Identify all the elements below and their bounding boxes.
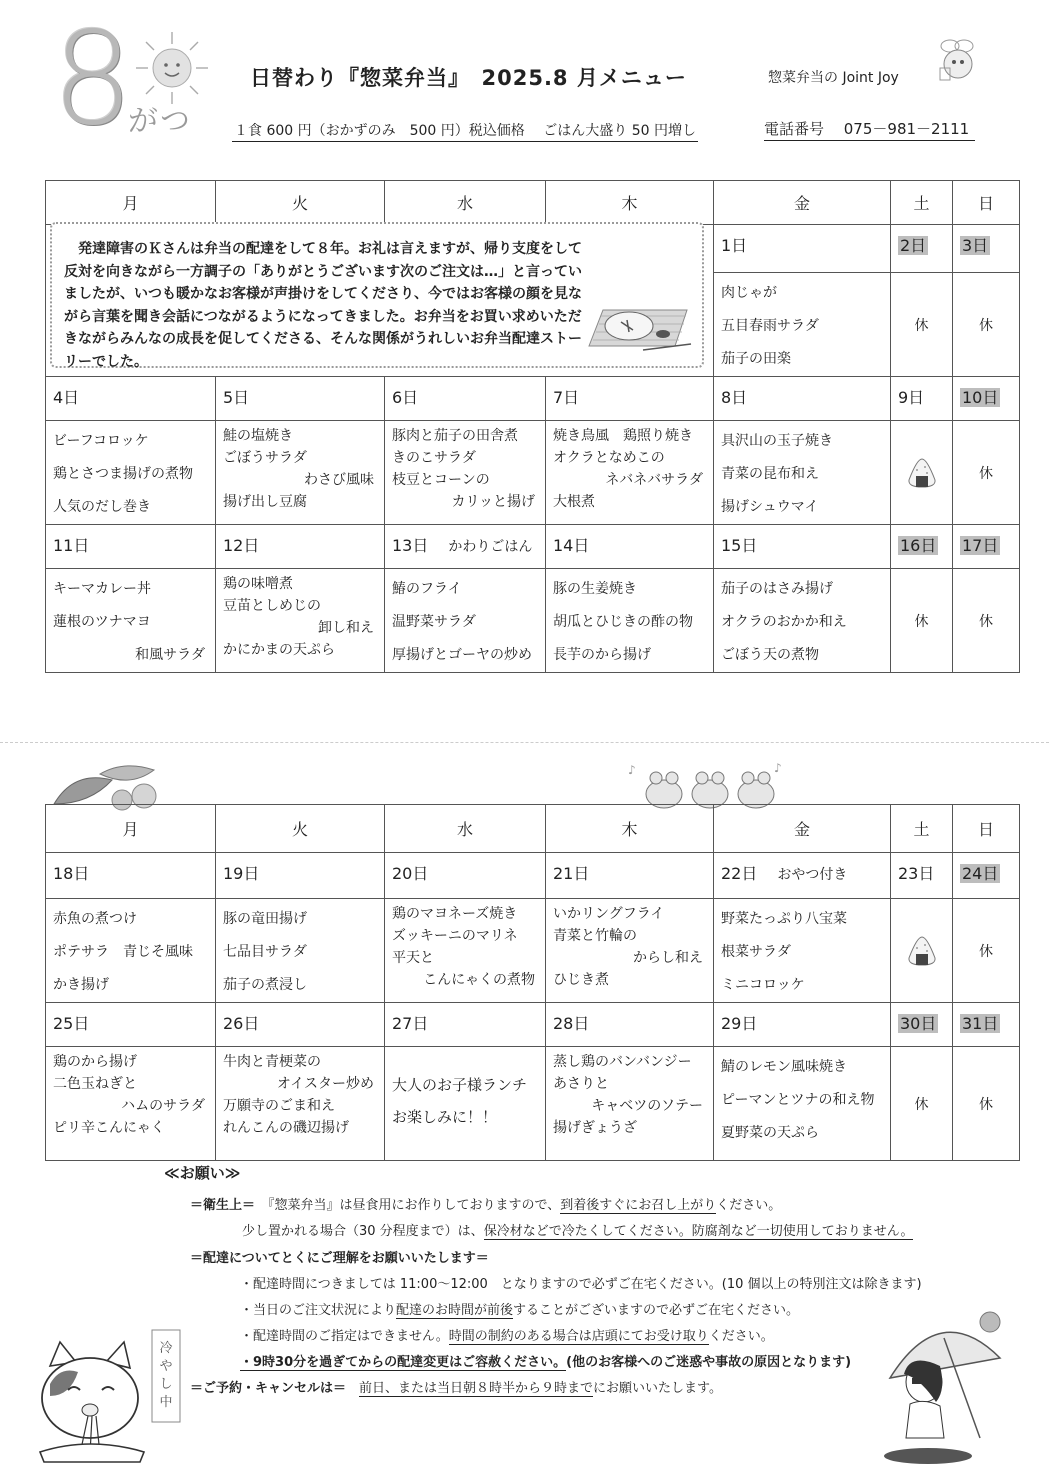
- dish-cell: いかリングフライ 青菜と竹輪の からし和え ひじき煮: [546, 899, 714, 1003]
- dish-cell: 肉じゃが 五目春雨サラダ 茄子の田楽: [714, 273, 891, 377]
- date-cell: [953, 225, 1020, 273]
- date-label: 26日: [223, 1014, 260, 1033]
- closed-label: 休: [891, 273, 953, 377]
- date-label: 16日: [900, 536, 937, 555]
- weekday-sat: 土: [891, 805, 953, 853]
- menu-calendar-bottom: [45, 804, 1020, 1161]
- date-label: 4日: [53, 388, 80, 407]
- weekday-mon: 月: [46, 181, 216, 225]
- date-label: 11日: [53, 536, 90, 555]
- weekday-mon: 月: [46, 805, 216, 853]
- dish-cell: 鶏のマヨネーズ焼き ズッキーニのマリネ 平天と こんにゃくの煮物: [385, 899, 546, 1003]
- date-label: 29日: [721, 1014, 758, 1033]
- weekday-sat: 土: [891, 181, 953, 225]
- dish-cell: 鶏の味噌煮 豆苗としめじの 卸し和え かにかまの天ぷら: [216, 569, 385, 673]
- delivery-heading: ＝配達についてとくにご理解をお願いいたします＝: [190, 1251, 489, 1266]
- dish-cell: 豚の竜田揚げ 七品目サラダ 茄子の煮浸し: [216, 899, 385, 1003]
- date-label: 9日: [898, 388, 925, 407]
- svg-text:中: 中: [159, 1395, 173, 1410]
- date-label: 8日: [721, 388, 748, 407]
- delivery-line-4: ・9時30分を過ぎてからの配達変更はご容赦ください。(他のお客様へのご迷惑や事故の原因となります): [240, 1355, 852, 1370]
- bento-illustration: [583, 300, 693, 358]
- month-kana: がつ: [128, 104, 192, 139]
- date-label: 3日: [962, 236, 989, 255]
- date-label: 13日: [392, 536, 429, 555]
- dish-cell: 豚肉と茄子の田舎煮 きのこサラダ 枝豆とコーンの カリッと揚げ: [385, 421, 546, 525]
- requests-title: ≪お願い≫: [164, 1164, 241, 1182]
- date-label: 7日: [553, 388, 580, 407]
- price-info: １食 600 円（おかずのみ 500 円）税込価格 ごはん大盛り 50 円増し: [232, 120, 698, 142]
- date-label: 31日: [962, 1014, 999, 1033]
- delivery-line-1: ・配達時間につきましては 11:00～12:00 となりますので必ずご在宅ください。(10 個以上の特別注文は除きます): [240, 1277, 922, 1292]
- page-title: 日替わり『惣菜弁当』 2025.8 月メニュー: [250, 66, 687, 90]
- date-label: 23日: [898, 864, 935, 883]
- svg-text:し: し: [159, 1377, 173, 1392]
- weekday-thu: 木: [546, 805, 714, 853]
- date-label: 28日: [553, 1014, 590, 1033]
- special-note: おやつ付き: [777, 867, 848, 883]
- svg-text:や: や: [159, 1359, 173, 1374]
- date-label: 27日: [392, 1014, 429, 1033]
- dish-cell: 鮭の塩焼き ごぼうサラダ わさび風味 揚げ出し豆腐: [216, 421, 385, 525]
- sun-icon: [134, 30, 210, 106]
- umbrella-woman-illustration: [880, 1308, 1030, 1468]
- date-label: 18日: [53, 864, 90, 883]
- weekday-sun: 日: [953, 181, 1020, 225]
- weekday-fri: 金: [714, 805, 891, 853]
- date-label: 21日: [553, 864, 590, 883]
- phone-number: 電話番号 075－981－2111: [764, 118, 975, 141]
- date-label: 2日: [900, 236, 927, 255]
- weekday-tue: 火: [216, 181, 385, 225]
- dish-cell: 茄子のはさみ揚げ オクラのおかか和え ごぼう天の煮物: [714, 569, 891, 673]
- onigiri-cell: [891, 899, 953, 1003]
- closed-label: 休: [953, 569, 1020, 673]
- date-cell: [891, 225, 953, 273]
- onigiri-icon: [905, 456, 939, 490]
- date-label: 1日: [721, 236, 748, 255]
- delivery-line-2: ・当日のご注文状況により配達のお時間が前後することがございますので必ずご在宅ください。: [240, 1303, 800, 1318]
- date-cell: [714, 225, 891, 273]
- date-label: 25日: [53, 1014, 90, 1033]
- date-label: 24日: [962, 864, 999, 883]
- date-label: 10日: [962, 388, 999, 407]
- dish-cell: 鰆のフライ 温野菜サラダ 厚揚げとゴーヤの炒め: [385, 569, 546, 673]
- dish-cell: 鶏のから揚げ 二色玉ねぎと ハムのサラダ ピリ辛こんにゃく: [46, 1047, 216, 1161]
- bee-icon: [928, 34, 980, 82]
- date-label: 5日: [223, 388, 250, 407]
- closed-label: 休: [891, 1047, 953, 1161]
- dish-cell: 野菜たっぷり八宝菜 根菜サラダ ミニコロッケ: [714, 899, 891, 1003]
- date-label: 20日: [392, 864, 429, 883]
- date-label: 17日: [962, 536, 999, 555]
- dish-cell: 焼き鳥風 鶏照り焼き オクラとなめこの ネバネバサラダ 大根煮: [546, 421, 714, 525]
- dish-cell: 鯖のレモン風味焼き ピーマンとツナの和え物 夏野菜の天ぷら: [714, 1047, 891, 1161]
- date-label: 22日: [721, 864, 758, 883]
- dish-cell: キーマカレー丼 蓮根のツナマヨ 和風サラダ: [46, 569, 216, 673]
- shop-name: 惣菜弁当の Joint Joy: [768, 70, 899, 86]
- dish-cell: ビーフコロッケ 鶏とさつま揚げの煮物 人気のだし巻き: [46, 421, 216, 525]
- date-label: 14日: [553, 536, 590, 555]
- onigiri-icon: [905, 934, 939, 968]
- dish-cell: 牛肉と青梗菜の オイスター炒め 万願寺のごま和え れんこんの磯辺揚げ: [216, 1047, 385, 1161]
- svg-text:♪: ♪: [774, 761, 782, 775]
- closed-label: 休: [953, 899, 1020, 1003]
- hygiene-line-1: ＝衛生上＝ 『惣菜弁当』は昼食用にお作りしておりますので、到着後すぐにお召し上がりください。: [190, 1198, 782, 1213]
- date-label: 15日: [721, 536, 758, 555]
- weekday-wed: 水: [385, 181, 546, 225]
- dish-cell: 蒸し鶏のバンバンジー あさりと キャベツのソテー 揚げぎょうざ: [546, 1047, 714, 1161]
- closed-label: 休: [953, 273, 1020, 377]
- dish-cell: 赤魚の煮つけ ポテサラ 青じそ風味 かき揚げ: [46, 899, 216, 1003]
- delivery-line-3: ・配達時間のご指定はできません。時間の制約のある場合は店頭にてお受け取りください。: [240, 1329, 774, 1344]
- section-divider: [0, 742, 1049, 743]
- date-label: 19日: [223, 864, 260, 883]
- date-label: 30日: [900, 1014, 937, 1033]
- cat-illustration: [20, 1326, 190, 1466]
- special-note: かわりごはん: [448, 539, 533, 555]
- weekday-sun: 日: [953, 805, 1020, 853]
- hygiene-line-2: 少し置かれる場合（30 分程度まで）は、保冷材などで冷たくしてください。防腐剤など一切使用しておりません。: [242, 1224, 914, 1239]
- date-label: 12日: [223, 536, 260, 555]
- weekday-thu: 木: [546, 181, 714, 225]
- closed-label: 休: [953, 1047, 1020, 1161]
- closed-label: 休: [953, 421, 1020, 525]
- svg-text:♪: ♪: [628, 763, 636, 777]
- dish-cell: 豚の生姜焼き 胡瓜とひじきの酢の物 長芋のから揚げ: [546, 569, 714, 673]
- cat-sign-text: 冷: [159, 1341, 173, 1356]
- closed-label: 休: [891, 569, 953, 673]
- reservation-line: ＝ご予約・キャンセルは＝ 前日、または当日朝８時半から９時までにお願いいたします。: [190, 1381, 723, 1396]
- story-text: 発達障害のＫさんは弁当の配達をして８年。お礼は言えますが、帰り支度をして反対を向きながら一方調子の「ありがとうございます次のご注文は…」と言っていましたが、いつも暖かなお客様が声掛けをしてくださり、今ではお客様の顔を見ながら言葉を聞き会話につながるようになってきました。お弁当をお買い求めいただきながらみんなの成長を促してくださる、そんな関係がうれしいお弁当配達ストーリーでした。: [64, 241, 582, 370]
- month-number: 8: [52, 5, 134, 154]
- onigiri-cell: [891, 421, 953, 525]
- date-label: 6日: [392, 388, 419, 407]
- weekday-tue: 火: [216, 805, 385, 853]
- dish-cell: 具沢山の玉子焼き 青菜の昆布和え 揚げシュウマイ: [714, 421, 891, 525]
- weekday-fri: 金: [714, 181, 891, 225]
- weekday-wed: 水: [385, 805, 546, 853]
- dish-cell: 大人のお子様ランチ お楽しみに！！: [385, 1047, 546, 1161]
